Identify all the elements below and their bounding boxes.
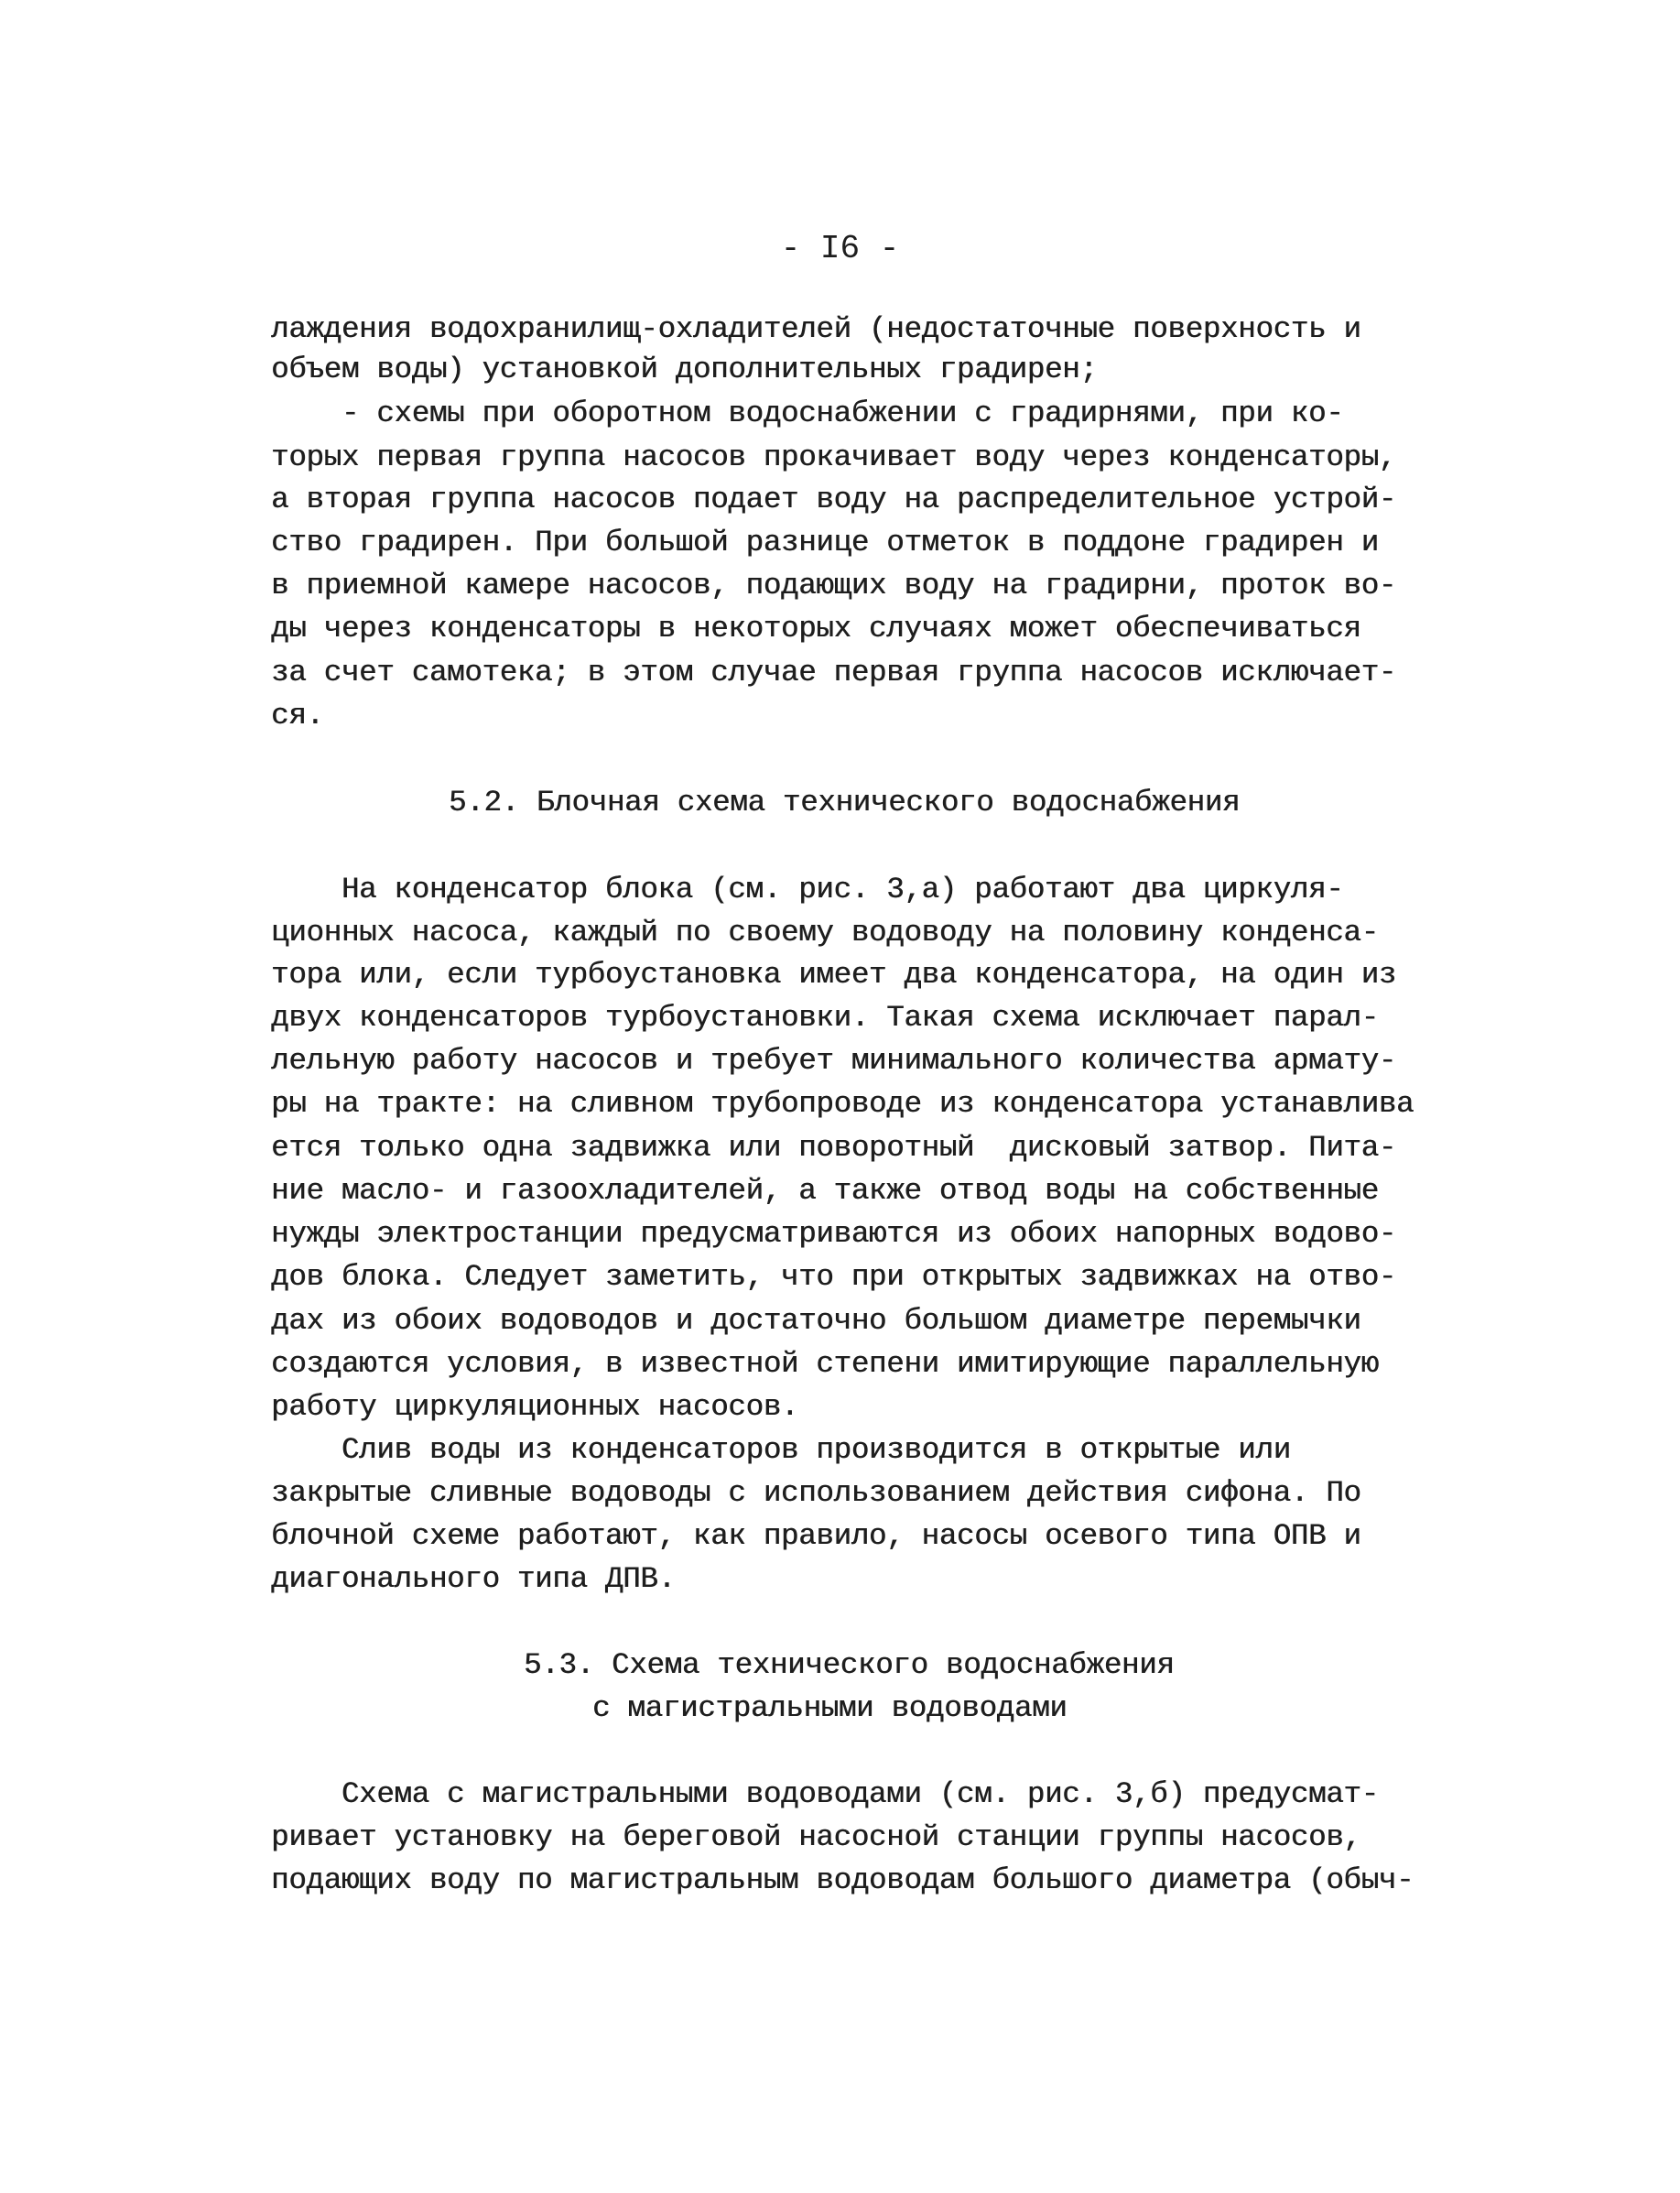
text-line: двух конденсаторов турбоустановки. Такая схема исключает парал- [271,1001,1379,1035]
text-line: Схема с магистральными водоводами (см. рис. 3,б) предусмат- [271,1777,1379,1811]
text-line: ется только одна задвижка или поворотный дисковый затвор. Пита- [271,1131,1397,1165]
text-line: ние масло- и газоохладителей, а также отвод воды на собственные [271,1174,1379,1208]
text-line: дах из обоих водоводов и достаточно большом диаметре перемычки [271,1304,1361,1338]
text-line: подающих воду по магистральным водоводам большого диаметра (обыч- [271,1863,1414,1897]
text-line: ривает установку на береговой насосной станции группы насосов, [271,1820,1361,1854]
text-line: тора или, если турбоустановка имеет два конденсатора, на один из [271,958,1397,992]
text-line: лельную работу насосов и требует минимального количества армату- [271,1044,1397,1078]
text-line: лаждения водохранилищ-охладителей (недостаточные поверхность и [271,312,1361,346]
text-line: объем воды) установкой дополнительных градирен; [271,353,1098,386]
text-line: ды через конденсаторы в некоторых случаях может обеспечиваться [271,612,1361,646]
section-heading: 5.3. Схема технического водоснабжения [524,1648,1175,1682]
text-line: блочной схеме работают, как правило, насосы осевого типа ОПВ и [271,1519,1361,1553]
text-line: создаются условия, в известной степени имитирующие параллельную [271,1347,1379,1381]
text-line: ционных насоса, каждый по своему водоводу на половину конденса- [271,916,1379,950]
text-line: а вторая группа насосов подает воду на распределительное устрой- [271,483,1397,516]
page-number: - I6 - [780,230,900,267]
text-line: диагонального типа ДПВ. [271,1562,676,1596]
text-line: за счет самотека; в этом случае первая группа насосов исключает- [271,656,1397,689]
text-line: ры на тракте: на сливном трубопроводе из конденсатора устанавлива [271,1087,1414,1121]
text-line: Слив воды из конденсаторов производится в открытые или [271,1433,1291,1467]
text-line: торых первая группа насосов прокачивает воду через конденсаторы, [271,440,1397,474]
text-line: в приемной камере насосов, подающих воду на градирни, проток во- [271,569,1397,603]
text-line: нужды электростанции предусматриваются из обоих напорных водово- [271,1217,1397,1251]
section-heading: 5.2. Блочная схема технического водоснабжения [449,786,1241,820]
text-line: ство градирен. При большой разнице отметок в поддоне градирен и [271,526,1379,559]
text-line: работу циркуляционных насосов. [271,1390,799,1424]
text-line: дов блока. Следует заметить, что при открытых задвижках на отво- [271,1260,1397,1294]
text-line: На конденсатор блока (см. рис. 3,а) работают два циркуля- [271,873,1344,907]
section-heading: с магистральными водоводами [592,1691,1068,1725]
text-line: закрытые сливные водоводы с использованием действия сифона. По [271,1476,1361,1510]
text-line: ся. [271,699,324,733]
text-line: - схемы при оборотном водоснабжении с градирнями, при ко- [271,396,1344,430]
